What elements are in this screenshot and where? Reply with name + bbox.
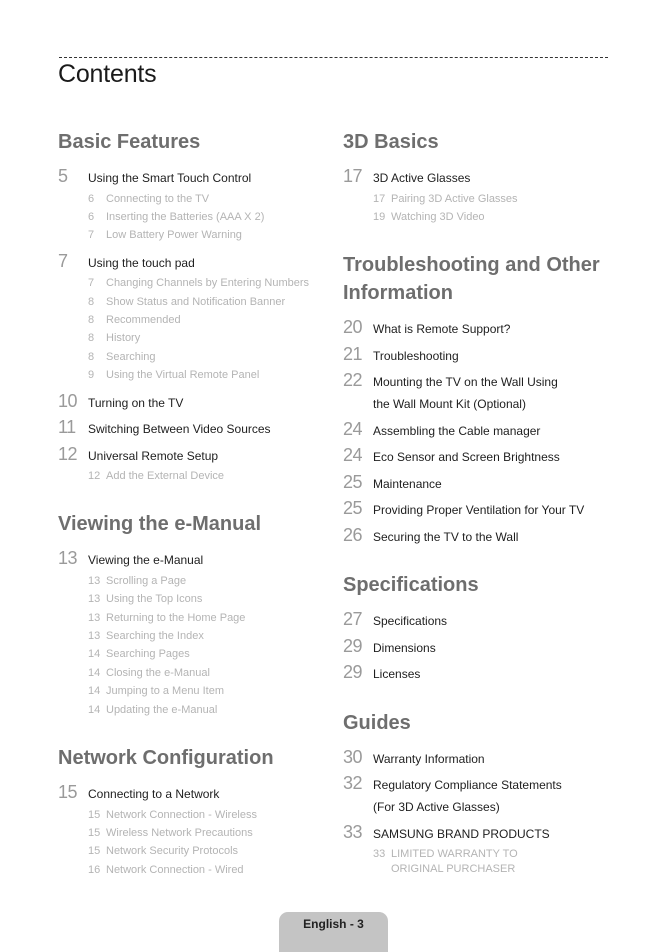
entry-label: Warranty Information [373, 751, 485, 766]
page-number: 20 [343, 317, 363, 338]
entry-label: (For 3D Active Glasses) [373, 799, 500, 814]
toc-subentry[interactable] [58, 612, 348, 630]
page-number: 10 [58, 390, 78, 411]
toc-subentry[interactable] [58, 575, 348, 593]
subentry-label: LIMITED WARRANTY TO [391, 848, 518, 861]
toc-entry[interactable] [343, 419, 623, 446]
page-number: 13 [88, 630, 101, 643]
toc-entry[interactable] [58, 548, 348, 575]
entry-label: Universal Remote Setup [88, 448, 219, 463]
section-troubleshooting [343, 251, 623, 551]
page-number: 33 [373, 848, 386, 861]
section-guides [343, 709, 623, 879]
toc-subentry[interactable] [58, 827, 348, 845]
page-number: 16 [88, 863, 101, 876]
toc-subentry[interactable] [58, 351, 348, 369]
page-number: 8 [88, 332, 95, 345]
subentry-label: Pairing 3D Active Glasses [391, 192, 518, 205]
subentry-label: History [106, 332, 141, 345]
toc-entry[interactable] [343, 662, 623, 689]
subentry-label: Add the External Device [106, 470, 225, 483]
entry-label: Using the Smart Touch Control [88, 171, 252, 185]
entry-label: Specifications [373, 614, 448, 629]
page-number: 21 [343, 343, 363, 364]
entry-label: Mounting the TV on the Wall Using [373, 375, 558, 390]
page-number: 12 [88, 470, 101, 483]
toc-subentry[interactable] [58, 845, 348, 863]
section-title: Network Configuration [58, 747, 274, 770]
page-number: 12 [58, 443, 78, 464]
entry-label: Providing Proper Ventilation for Your TV [373, 503, 585, 518]
page-number: 14 [88, 666, 101, 679]
page-number: 9 [88, 369, 95, 382]
page-number: 22 [343, 370, 363, 391]
subentry-label: Connecting to the TV [106, 192, 210, 205]
toc-entry[interactable] [343, 636, 623, 663]
entry-label: Licenses [373, 667, 421, 682]
page-number: 29 [343, 635, 363, 656]
entry-label: Regulatory Compliance Statements [373, 778, 562, 793]
page-number: 14 [88, 648, 101, 661]
entry-label: Using the touch pad [88, 255, 195, 270]
entry-label: Turning on the TV [88, 395, 184, 410]
page-number: 8 [88, 295, 95, 308]
page-number: 15 [88, 845, 101, 858]
subentry-label: Wireless Network Precautions [106, 826, 253, 839]
entry-label: Viewing the e-Manual [88, 553, 204, 568]
subentry-label: Returning to the Home Page [106, 611, 246, 624]
entry-label: Troubleshooting [373, 348, 459, 363]
toc-entry[interactable] [343, 472, 623, 499]
section-title: Viewing the e-Manual [58, 513, 261, 536]
dashed-rule [59, 57, 608, 58]
toc-entry[interactable] [58, 166, 348, 193]
toc-entry[interactable] [343, 773, 623, 800]
section-network-configuration [58, 744, 348, 882]
page-number: 15 [88, 808, 101, 821]
entry-label: Maintenance [373, 476, 442, 491]
page-number: 11 [58, 417, 76, 438]
toc-entry[interactable] [58, 251, 348, 278]
subentry-label: Using the Top Icons [106, 593, 203, 606]
page-number: 7 [58, 250, 68, 271]
page-title: Contents [58, 60, 157, 88]
page-number: 19 [373, 210, 386, 223]
toc-entry[interactable] [343, 344, 623, 371]
toc-subentry[interactable] [58, 369, 348, 387]
page-number: 15 [58, 782, 78, 803]
toc-subentry[interactable] [343, 848, 623, 863]
toc-entry[interactable] [343, 747, 623, 774]
page-number: 8 [88, 313, 95, 326]
toc-entry[interactable] [343, 445, 623, 472]
toc-entry[interactable] [343, 166, 623, 193]
subentry-label: Updating the e-Manual [106, 703, 218, 716]
toc-subentry[interactable] [58, 667, 348, 685]
section-3d-basics [343, 128, 623, 229]
toc-subentry[interactable] [58, 704, 348, 722]
page-number: 33 [343, 821, 363, 842]
toc-left-column [58, 128, 348, 885]
page-number: 25 [343, 471, 363, 492]
subentry-label: Network Connection - Wired [106, 863, 244, 876]
toc-subentry[interactable] [58, 296, 348, 314]
toc-subentry[interactable] [58, 229, 348, 247]
toc-entry-continuation[interactable] [343, 397, 623, 419]
page-number: 32 [343, 773, 363, 794]
entry-label: Switching Between Video Sources [88, 422, 271, 437]
subentry-label: Closing the e-Manual [106, 666, 210, 679]
toc-subentry[interactable] [58, 470, 348, 488]
toc-subentry[interactable] [58, 277, 348, 295]
toc-subentry[interactable] [58, 648, 348, 666]
toc-subentry[interactable] [343, 193, 623, 211]
toc-subentry-continuation[interactable] [343, 863, 623, 878]
page-number: 17 [343, 166, 363, 186]
toc-right-column [343, 128, 623, 878]
page-number: 8 [88, 350, 95, 363]
page-footer-tab: English - 3 [279, 912, 388, 952]
subentry-label: Changing Channels by Entering Numbers [106, 277, 310, 290]
toc-subentry[interactable] [343, 211, 623, 229]
page-number: 27 [343, 609, 363, 630]
toc-subentry[interactable] [58, 630, 348, 648]
page-number: 25 [343, 498, 363, 519]
entry-label: 3D Active Glasses [373, 171, 471, 185]
section-title: Troubleshooting and Other Information [343, 254, 600, 305]
subentry-label: Recommended [106, 313, 181, 326]
toc-subentry[interactable] [58, 193, 348, 211]
page-number: 24 [343, 418, 363, 439]
subentry-label: ORIGINAL PURCHASER [391, 863, 516, 876]
page-number: 6 [88, 210, 95, 223]
subentry-label: Jumping to a Menu Item [106, 685, 225, 698]
subentry-label: Show Status and Notification Banner [106, 295, 286, 308]
entry-label: SAMSUNG BRAND PRODUCTS [373, 826, 550, 841]
page-number: 6 [88, 192, 95, 205]
entry-label: the Wall Mount Kit (Optional) [373, 396, 526, 411]
section-specifications [343, 571, 623, 689]
subentry-label: Using the Virtual Remote Panel [106, 369, 260, 382]
page-number: 30 [343, 746, 363, 767]
toc-subentry[interactable] [58, 685, 348, 703]
page-number: 7 [88, 277, 95, 290]
page-number: 24 [343, 445, 363, 466]
toc-entry-continuation[interactable] [343, 800, 623, 822]
page-number: 5 [58, 166, 68, 186]
section-title: Basic Features [58, 131, 201, 153]
toc-entry[interactable] [343, 609, 623, 636]
entry-label: Dimensions [373, 640, 436, 655]
page-number: 14 [88, 685, 101, 698]
toc-entry[interactable] [58, 782, 348, 809]
toc-subentry[interactable] [58, 332, 348, 350]
page-number: 15 [88, 826, 101, 839]
entry-label: Eco Sensor and Screen Brightness [373, 450, 560, 465]
subentry-label: Searching Pages [106, 648, 190, 661]
page-number: 14 [88, 703, 101, 716]
section-viewing-e-manual [58, 510, 348, 722]
toc-subentry[interactable] [58, 211, 348, 229]
subentry-label: Scrolling a Page [106, 574, 187, 587]
section-title: 3D Basics [343, 131, 439, 153]
toc-subentry[interactable] [58, 809, 348, 827]
page-number: 13 [88, 574, 101, 587]
page-number: 26 [343, 524, 363, 545]
toc-entry[interactable] [58, 391, 348, 418]
page-number: 13 [88, 593, 101, 606]
subentry-label: Searching the Index [106, 630, 204, 643]
toc-subentry[interactable] [58, 593, 348, 611]
page-number: 29 [343, 662, 363, 683]
toc-entry[interactable] [343, 370, 623, 397]
subentry-label: Network Security Protocols [106, 845, 239, 858]
section-title: Guides [343, 711, 411, 734]
subentry-label: Network Connection - Wireless [106, 808, 257, 821]
page-number: 13 [58, 548, 78, 569]
toc-subentry[interactable] [58, 314, 348, 332]
toc-subentry[interactable] [58, 864, 348, 882]
entry-label: What is Remote Support? [373, 322, 511, 337]
entry-label: Assembling the Cable manager [373, 423, 541, 438]
toc-entry[interactable] [343, 317, 623, 344]
subentry-label: Low Battery Power Warning [106, 229, 242, 242]
toc-entry[interactable] [343, 822, 623, 849]
page-number: 7 [88, 229, 95, 242]
toc-entry[interactable] [58, 417, 348, 444]
section-basic-features [58, 128, 348, 488]
toc-entry[interactable] [58, 444, 348, 471]
toc-entry[interactable] [343, 498, 623, 525]
entry-label: Connecting to a Network [88, 787, 220, 802]
entry-label: Securing the TV to the Wall [373, 529, 519, 544]
subentry-label: Searching [106, 350, 156, 363]
page-number: 13 [88, 611, 101, 624]
section-title: Specifications [343, 574, 479, 597]
subentry-label: Watching 3D Video [391, 210, 485, 223]
toc-entry[interactable] [343, 525, 623, 552]
subentry-label: Inserting the Batteries (AAA X 2) [106, 210, 265, 223]
page-number: 17 [373, 192, 386, 205]
